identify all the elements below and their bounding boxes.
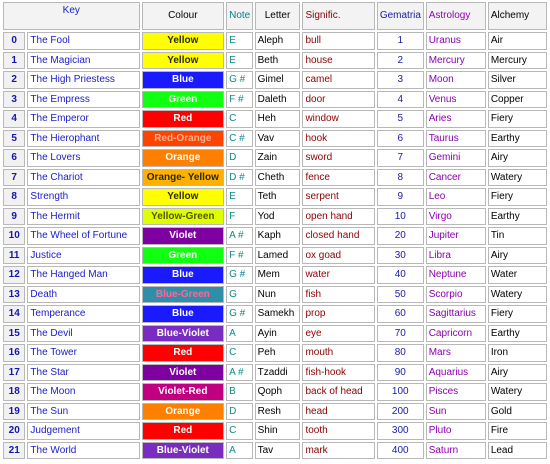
header-signific: Signific. — [302, 2, 374, 30]
colour-cell: Yellow-Green — [142, 208, 225, 226]
gematria-cell: 60 — [377, 305, 424, 323]
table-row — [3, 188, 547, 206]
gematria-cell: 300 — [377, 422, 424, 440]
hebrew-letter-cell: Mem — [255, 266, 301, 284]
note-cell: D — [226, 149, 253, 167]
colour-cell: Blue-Violet — [142, 442, 225, 460]
card-name: The Hanged Man — [27, 266, 139, 284]
card-name: The Devil — [27, 325, 139, 343]
alchemy-cell: Fiery — [488, 188, 547, 206]
note-cell: G # — [226, 266, 253, 284]
table-row — [3, 149, 547, 167]
hebrew-letter-cell: Daleth — [255, 91, 301, 109]
table-row — [3, 364, 547, 382]
colour-cell: Orange — [142, 403, 225, 421]
hebrew-letter-cell: Qoph — [255, 383, 301, 401]
signification-cell: fence — [302, 169, 374, 187]
hebrew-letter-cell: Kaph — [255, 227, 301, 245]
table-row — [3, 325, 547, 343]
colour-cell: Violet-Red — [142, 383, 225, 401]
note-cell: F # — [226, 91, 253, 109]
note-cell: C # — [226, 130, 253, 148]
hebrew-letter-cell: Aleph — [255, 32, 301, 50]
table-row — [3, 344, 547, 362]
table-row — [3, 442, 547, 460]
astrology-cell: Sagittarius — [426, 305, 486, 323]
signification-cell: hook — [302, 130, 374, 148]
table-row — [3, 266, 547, 284]
alchemy-cell: Airy — [488, 247, 547, 265]
card-name: The Sun — [27, 403, 139, 421]
header-key: Key — [3, 2, 140, 30]
hebrew-letter-cell: Cheth — [255, 169, 301, 187]
note-cell: A # — [226, 227, 253, 245]
card-name: The Magician — [27, 52, 139, 70]
gematria-cell: 20 — [377, 227, 424, 245]
table-body — [3, 32, 547, 459]
hebrew-letter-cell: Beth — [255, 52, 301, 70]
astrology-cell: Pluto — [426, 422, 486, 440]
gematria-cell: 1 — [377, 32, 424, 50]
note-cell: G # — [226, 305, 253, 323]
alchemy-cell: Mercury — [488, 52, 547, 70]
astrology-cell: Aries — [426, 110, 486, 128]
card-name: The Fool — [27, 32, 139, 50]
card-name: The Hierophant — [27, 130, 139, 148]
card-number: 8 — [3, 188, 25, 206]
card-number: 19 — [3, 403, 25, 421]
gematria-cell: 5 — [377, 110, 424, 128]
card-number: 14 — [3, 305, 25, 323]
hebrew-letter-cell: Resh — [255, 403, 301, 421]
header-note: Note — [226, 2, 253, 30]
gematria-cell: 8 — [377, 169, 424, 187]
hebrew-letter-cell: Tav — [255, 442, 301, 460]
colour-cell: Red — [142, 110, 225, 128]
card-number: 16 — [3, 344, 25, 362]
tarot-correspondence-table — [1, 0, 549, 461]
colour-cell: Blue — [142, 305, 225, 323]
signification-cell: door — [302, 91, 374, 109]
signification-cell: fish — [302, 286, 374, 304]
header-row — [3, 2, 547, 30]
astrology-cell: Capricorn — [426, 325, 486, 343]
table-row — [3, 247, 547, 265]
card-name: The High Priestess — [27, 71, 139, 89]
signification-cell: fish-hook — [302, 364, 374, 382]
colour-cell: Red — [142, 422, 225, 440]
astrology-cell: Taurus — [426, 130, 486, 148]
gematria-cell: 3 — [377, 71, 424, 89]
astrology-cell: Virgo — [426, 208, 486, 226]
alchemy-cell: Fiery — [488, 110, 547, 128]
gematria-cell: 200 — [377, 403, 424, 421]
header-colour: Colour — [142, 2, 225, 30]
card-name: The Tower — [27, 344, 139, 362]
astrology-cell: Aquarius — [426, 364, 486, 382]
card-number: 7 — [3, 169, 25, 187]
card-name: The Emperor — [27, 110, 139, 128]
alchemy-cell: Lead — [488, 442, 547, 460]
card-number: 3 — [3, 91, 25, 109]
hebrew-letter-cell: Shin — [255, 422, 301, 440]
table-row — [3, 286, 547, 304]
alchemy-cell: Fire — [488, 422, 547, 440]
signification-cell: head — [302, 403, 374, 421]
card-number: 1 — [3, 52, 25, 70]
card-number: 5 — [3, 130, 25, 148]
card-name: Strength — [27, 188, 139, 206]
card-number: 12 — [3, 266, 25, 284]
hebrew-letter-cell: Yod — [255, 208, 301, 226]
colour-cell: Blue — [142, 71, 225, 89]
signification-cell: open hand — [302, 208, 374, 226]
alchemy-cell: Earthy — [488, 325, 547, 343]
gematria-cell: 40 — [377, 266, 424, 284]
signification-cell: bull — [302, 32, 374, 50]
gematria-cell: 80 — [377, 344, 424, 362]
colour-cell: Yellow — [142, 52, 225, 70]
table-row — [3, 305, 547, 323]
note-cell: C — [226, 110, 253, 128]
card-name: Justice — [27, 247, 139, 265]
astrology-cell: Mercury — [426, 52, 486, 70]
astrology-cell: Neptune — [426, 266, 486, 284]
astrology-cell: Gemini — [426, 149, 486, 167]
card-number: 0 — [3, 32, 25, 50]
gematria-cell: 10 — [377, 208, 424, 226]
alchemy-cell: Water — [488, 266, 547, 284]
signification-cell: water — [302, 266, 374, 284]
colour-cell: Violet — [142, 364, 225, 382]
signification-cell: house — [302, 52, 374, 70]
colour-cell: Red — [142, 344, 225, 362]
table-row — [3, 227, 547, 245]
note-cell: A # — [226, 364, 253, 382]
card-name: The Chariot — [27, 169, 139, 187]
table-row — [3, 169, 547, 187]
card-number: 9 — [3, 208, 25, 226]
alchemy-cell: Earthy — [488, 130, 547, 148]
colour-cell: Blue-Violet — [142, 325, 225, 343]
signification-cell: eye — [302, 325, 374, 343]
card-number: 6 — [3, 149, 25, 167]
colour-cell: Red-Orange — [142, 130, 225, 148]
astrology-cell: Uranus — [426, 32, 486, 50]
card-name: Temperance — [27, 305, 139, 323]
hebrew-letter-cell: Samekh — [255, 305, 301, 323]
note-cell: F # — [226, 247, 253, 265]
signification-cell: back of head — [302, 383, 374, 401]
signification-cell: prop — [302, 305, 374, 323]
hebrew-letter-cell: Heh — [255, 110, 301, 128]
colour-cell: Blue-Green — [142, 286, 225, 304]
astrology-cell: Pisces — [426, 383, 486, 401]
signification-cell: tooth — [302, 422, 374, 440]
gematria-cell: 70 — [377, 325, 424, 343]
table-row — [3, 52, 547, 70]
card-number: 18 — [3, 383, 25, 401]
note-cell: E — [226, 188, 253, 206]
gematria-cell: 30 — [377, 247, 424, 265]
hebrew-letter-cell: Zain — [255, 149, 301, 167]
hebrew-letter-cell: Tzaddi — [255, 364, 301, 382]
alchemy-cell: Copper — [488, 91, 547, 109]
alchemy-cell: Gold — [488, 403, 547, 421]
colour-cell: Orange- Yellow — [142, 169, 225, 187]
alchemy-cell: Watery — [488, 286, 547, 304]
card-number: 17 — [3, 364, 25, 382]
card-name: The Hermit — [27, 208, 139, 226]
hebrew-letter-cell: Ayin — [255, 325, 301, 343]
colour-cell: Green — [142, 91, 225, 109]
alchemy-cell: Iron — [488, 344, 547, 362]
alchemy-cell: Airy — [488, 364, 547, 382]
note-cell: G — [226, 286, 253, 304]
gematria-cell: 4 — [377, 91, 424, 109]
note-cell: C — [226, 422, 253, 440]
alchemy-cell: Silver — [488, 71, 547, 89]
table-row — [3, 91, 547, 109]
card-name: The World — [27, 442, 139, 460]
alchemy-cell: Earthy — [488, 208, 547, 226]
astrology-cell: Cancer — [426, 169, 486, 187]
gematria-cell: 90 — [377, 364, 424, 382]
hebrew-letter-cell: Peh — [255, 344, 301, 362]
colour-cell: Blue — [142, 266, 225, 284]
astrology-cell: Leo — [426, 188, 486, 206]
gematria-cell: 7 — [377, 149, 424, 167]
note-cell: A — [226, 442, 253, 460]
note-cell: B — [226, 383, 253, 401]
signification-cell: camel — [302, 71, 374, 89]
note-cell: A — [226, 325, 253, 343]
signification-cell: sword — [302, 149, 374, 167]
table-row — [3, 422, 547, 440]
card-name: The Star — [27, 364, 139, 382]
card-number: 13 — [3, 286, 25, 304]
alchemy-cell: Tin — [488, 227, 547, 245]
astrology-cell: Saturn — [426, 442, 486, 460]
header-gematria: Gematria — [377, 2, 424, 30]
table-row — [3, 71, 547, 89]
card-number: 4 — [3, 110, 25, 128]
signification-cell: mark — [302, 442, 374, 460]
colour-cell: Violet — [142, 227, 225, 245]
table-row — [3, 130, 547, 148]
astrology-cell: Mars — [426, 344, 486, 362]
gematria-cell: 400 — [377, 442, 424, 460]
astrology-cell: Sun — [426, 403, 486, 421]
card-name: The Lovers — [27, 149, 139, 167]
header-letter: Letter — [255, 2, 301, 30]
note-cell: D — [226, 403, 253, 421]
colour-cell: Orange — [142, 149, 225, 167]
colour-cell: Yellow — [142, 32, 225, 50]
signification-cell: ox goad — [302, 247, 374, 265]
card-name: Death — [27, 286, 139, 304]
hebrew-letter-cell: Lamed — [255, 247, 301, 265]
card-name: The Empress — [27, 91, 139, 109]
astrology-cell: Scorpio — [426, 286, 486, 304]
card-number: 20 — [3, 422, 25, 440]
note-cell: D # — [226, 169, 253, 187]
gematria-cell: 50 — [377, 286, 424, 304]
astrology-cell: Venus — [426, 91, 486, 109]
note-cell: E — [226, 32, 253, 50]
signification-cell: window — [302, 110, 374, 128]
table-row — [3, 383, 547, 401]
hebrew-letter-cell: Vav — [255, 130, 301, 148]
note-cell: C — [226, 344, 253, 362]
card-number: 2 — [3, 71, 25, 89]
card-name: The Wheel of Fortune — [27, 227, 139, 245]
astrology-cell: Libra — [426, 247, 486, 265]
astrology-cell: Jupiter — [426, 227, 486, 245]
alchemy-cell: Fiery — [488, 305, 547, 323]
card-number: 21 — [3, 442, 25, 460]
header-alchemy: Alchemy — [488, 2, 547, 30]
table-row — [3, 208, 547, 226]
note-cell: F — [226, 208, 253, 226]
hebrew-letter-cell: Teth — [255, 188, 301, 206]
alchemy-cell: Watery — [488, 383, 547, 401]
signification-cell: mouth — [302, 344, 374, 362]
gematria-cell: 9 — [377, 188, 424, 206]
hebrew-letter-cell: Gimel — [255, 71, 301, 89]
card-name: The Moon — [27, 383, 139, 401]
table-row — [3, 403, 547, 421]
signification-cell: closed hand — [302, 227, 374, 245]
alchemy-cell: Air — [488, 32, 547, 50]
gematria-cell: 2 — [377, 52, 424, 70]
card-number: 10 — [3, 227, 25, 245]
alchemy-cell: Watery — [488, 169, 547, 187]
card-name: Judgement — [27, 422, 139, 440]
note-cell: E — [226, 52, 253, 70]
colour-cell: Yellow — [142, 188, 225, 206]
header-astrology: Astrology — [426, 2, 486, 30]
gematria-cell: 100 — [377, 383, 424, 401]
hebrew-letter-cell: Nun — [255, 286, 301, 304]
table-row — [3, 110, 547, 128]
gematria-cell: 6 — [377, 130, 424, 148]
note-cell: G # — [226, 71, 253, 89]
colour-cell: Green — [142, 247, 225, 265]
card-number: 15 — [3, 325, 25, 343]
signification-cell: serpent — [302, 188, 374, 206]
table-row — [3, 32, 547, 50]
card-number: 11 — [3, 247, 25, 265]
astrology-cell: Moon — [426, 71, 486, 89]
alchemy-cell: Airy — [488, 149, 547, 167]
